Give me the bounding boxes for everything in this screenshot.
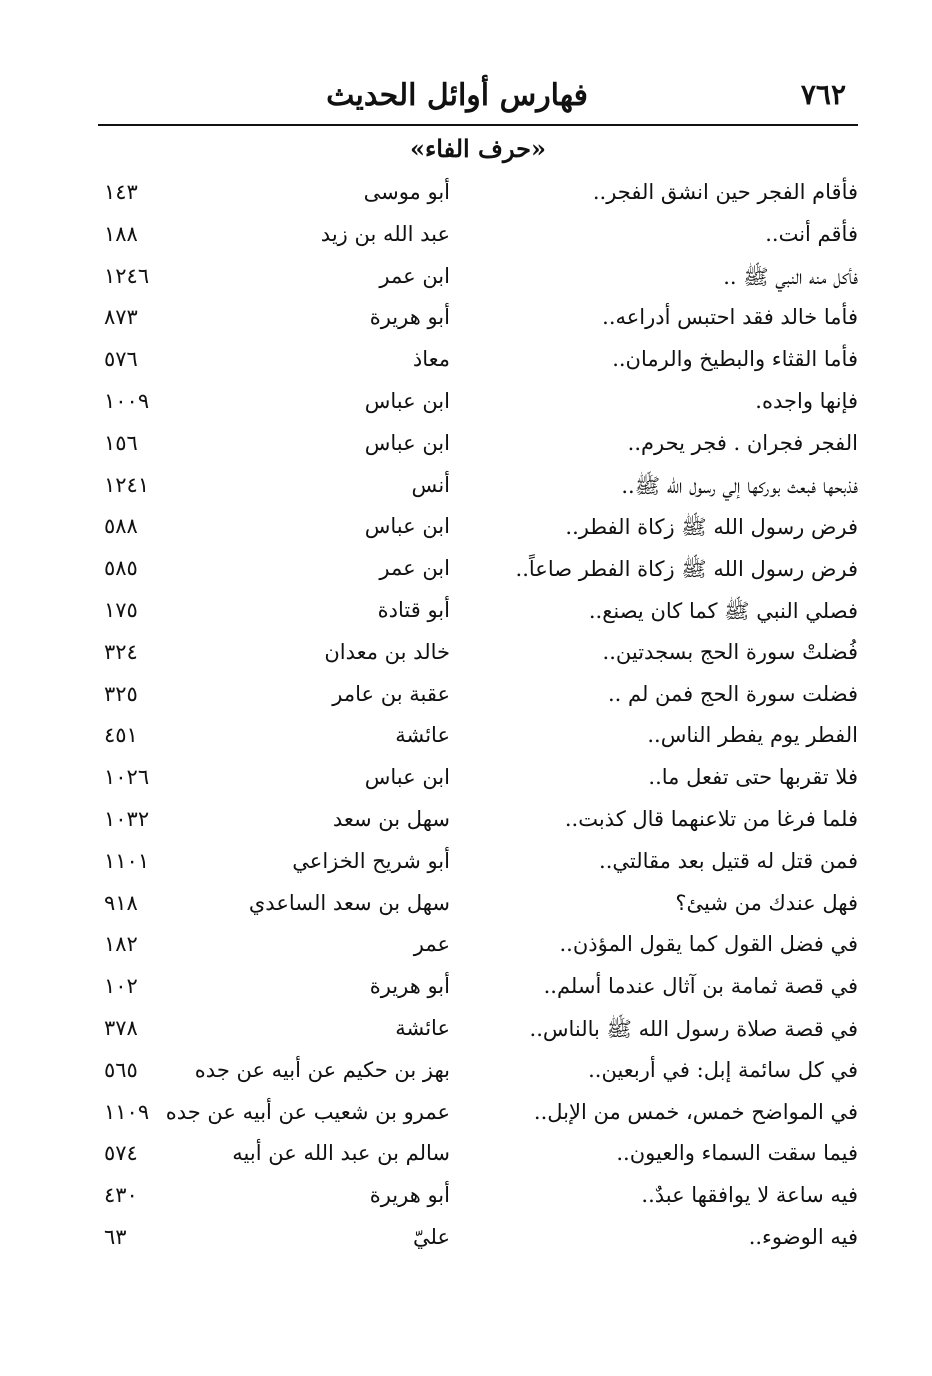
hadith-opening: فإنها واجده. xyxy=(755,388,858,413)
hadith-number: ٨٧٣ xyxy=(104,305,138,330)
hadith-number: ١١٠٩ xyxy=(104,1099,150,1124)
hadith-number: ٣٧٨ xyxy=(104,1015,138,1040)
narrator: عائشة xyxy=(395,723,450,748)
hadith-number: ٤٥١ xyxy=(104,723,138,748)
page-number: ٧٦٢ xyxy=(800,78,846,111)
index-entry xyxy=(98,799,858,841)
index-entry xyxy=(98,297,858,339)
index-entry xyxy=(98,1008,858,1050)
hadith-number: ١٢٤٦ xyxy=(104,263,150,288)
hadith-opening: فضلت سورة الحج فمن لم .. xyxy=(607,681,858,706)
hadith-opening: فيه ساعة لا يوافقها عبدٌ.. xyxy=(641,1183,858,1208)
narrator: خالد بن معدان xyxy=(324,639,450,664)
hadith-number: ٣٢٥ xyxy=(104,681,138,706)
index-entry xyxy=(98,757,858,799)
narrator: عائشة xyxy=(395,1015,450,1040)
narrator: سهل بن سعد الساعدي xyxy=(248,890,450,915)
header-rule xyxy=(98,124,858,126)
hadith-opening: في المواضح خمس، خمس من الإبل.. xyxy=(533,1099,858,1124)
narrator: أبو هريرة xyxy=(369,974,450,999)
narrator: بهز بن حكيم عن أبيه عن جده xyxy=(194,1057,450,1082)
narrator: أبو هريرة xyxy=(369,305,450,330)
hadith-number: ٥٦٥ xyxy=(104,1057,138,1082)
hadith-number: ١٨٨ xyxy=(104,221,138,246)
hadith-opening: في كل سائمة إبل: في أربعين.. xyxy=(588,1057,858,1082)
hadith-number: ١٢٤١ xyxy=(104,472,150,497)
index-entry xyxy=(98,381,858,423)
hadith-opening: فلما فرغا من تلاعنهما قال كذبت.. xyxy=(564,806,858,831)
index-entries xyxy=(98,172,858,1259)
index-entry xyxy=(98,172,858,214)
hadith-number: ١٨٢ xyxy=(104,932,138,957)
index-entry xyxy=(98,715,858,757)
running-title: فهارس أوائل الحديث xyxy=(326,78,588,113)
narrator: عبد الله بن زيد xyxy=(320,221,450,246)
narrator: ابن عباس xyxy=(364,765,450,790)
hadith-number: ١١٠١ xyxy=(104,848,150,873)
narrator: سالم بن عبد الله عن أبيه xyxy=(232,1141,450,1166)
hadith-number: ٩١٨ xyxy=(104,890,138,915)
hadith-opening: فُضلتْ سورة الحج بسجدتين.. xyxy=(602,639,858,664)
narrator: أبو قتادة xyxy=(377,597,450,622)
hadith-opening: فذبحها فبعث بوركها إلي رسول الله ﷺ.. xyxy=(621,473,858,498)
hadith-opening: فمن قتل له قتيل بعد مقالتي.. xyxy=(599,848,858,873)
hadith-number: ١٥٦ xyxy=(104,430,138,455)
hadith-opening: فرض رسول الله ﷺ زكاة الفطر صاعاً.. xyxy=(515,557,858,582)
narrator: أبو هريرة xyxy=(369,1183,450,1208)
narrator: معاذ xyxy=(412,347,450,372)
index-entry xyxy=(98,1092,858,1134)
hadith-number: ٥٧٦ xyxy=(104,347,138,372)
narrator: ابن عباس xyxy=(364,430,450,455)
section-title: «حرف الفاء» xyxy=(409,134,547,163)
index-entry xyxy=(98,506,858,548)
index-entry xyxy=(98,632,858,674)
hadith-opening: الفطر يوم يفطر الناس.. xyxy=(647,723,858,748)
hadith-opening: فرض رسول الله ﷺ زكاة الفطر.. xyxy=(565,515,858,540)
hadith-number: ٥٨٥ xyxy=(104,556,138,581)
index-entry xyxy=(98,214,858,256)
hadith-opening: فأقام الفجر حين انشق الفجر.. xyxy=(592,180,858,204)
hadith-opening: فأما القثاء والبطيخ والرمان.. xyxy=(612,347,858,372)
index-entry xyxy=(98,1175,858,1217)
index-entry xyxy=(98,841,858,883)
hadith-number: ٥٨٨ xyxy=(104,514,138,539)
hadith-opening: فهل عندك من شيئ؟ xyxy=(675,890,858,915)
index-entry xyxy=(98,548,858,590)
page-header xyxy=(98,74,858,120)
hadith-opening: في قصة ثمامة بن آثال عندما أسلم.. xyxy=(543,974,858,999)
index-entry xyxy=(98,1050,858,1092)
hadith-number: ١٠٢ xyxy=(104,974,138,999)
narrator: عليّ xyxy=(413,1224,450,1249)
index-entry xyxy=(98,1217,858,1259)
hadith-opening: في قصة صلاة رسول الله ﷺ بالناس.. xyxy=(529,1016,858,1041)
hadith-number: ٥٧٤ xyxy=(104,1141,138,1166)
index-entry xyxy=(98,339,858,381)
index-entry xyxy=(98,1133,858,1175)
index-entry xyxy=(98,883,858,925)
hadith-opening: فصلي النبي ﷺ كما كان يصنع.. xyxy=(588,598,858,623)
index-entry xyxy=(98,256,858,298)
index-entry xyxy=(98,966,858,1008)
hadith-number: ١٤٣ xyxy=(104,180,138,204)
narrator: ابن عمر xyxy=(379,556,450,581)
hadith-opening: فأكل منه النبي ﷺ .. xyxy=(723,264,858,289)
narrator: عمرو بن شعيب عن أبيه عن جده xyxy=(165,1099,450,1124)
hadith-opening: فيما سقت السماء والعيون.. xyxy=(616,1141,858,1166)
hadith-number: ١٧٥ xyxy=(104,597,138,622)
hadith-number: ١٠٠٩ xyxy=(104,388,150,413)
narrator: عمر xyxy=(413,932,450,957)
narrator: ابن عمر xyxy=(379,263,450,288)
hadith-opening: فأما خالد فقد احتبس أدراعه.. xyxy=(602,305,858,330)
hadith-opening: فأقم أنت.. xyxy=(765,221,858,246)
hadith-number: ١٠٢٦ xyxy=(104,765,150,790)
narrator: أنس xyxy=(411,472,450,497)
narrator: سهل بن سعد xyxy=(332,806,450,831)
hadith-number: ٦٣ xyxy=(104,1224,127,1249)
index-entry xyxy=(98,465,858,507)
index-entry xyxy=(98,423,858,465)
narrator: أبو موسى xyxy=(363,180,450,204)
hadith-opening: في فضل القول كما يقول المؤذن.. xyxy=(559,932,858,957)
hadith-opening: فلا تقربها حتى تفعل ما.. xyxy=(648,765,858,790)
hadith-number: ١٠٣٢ xyxy=(104,806,150,831)
hadith-number: ٣٢٤ xyxy=(104,639,138,664)
index-entry xyxy=(98,674,858,716)
narrator: عقبة بن عامر xyxy=(332,681,450,706)
index-entry xyxy=(98,924,858,966)
hadith-opening: الفجر فجران . فجر يحرم.. xyxy=(627,430,858,455)
hadith-opening: فيه الوضوء.. xyxy=(748,1224,858,1249)
hadith-number: ٤٣٠ xyxy=(104,1183,138,1208)
narrator: أبو شريح الخزاعي xyxy=(292,848,450,873)
index-entry xyxy=(98,590,858,632)
narrator: ابن عباس xyxy=(364,388,450,413)
narrator: ابن عباس xyxy=(364,514,450,539)
